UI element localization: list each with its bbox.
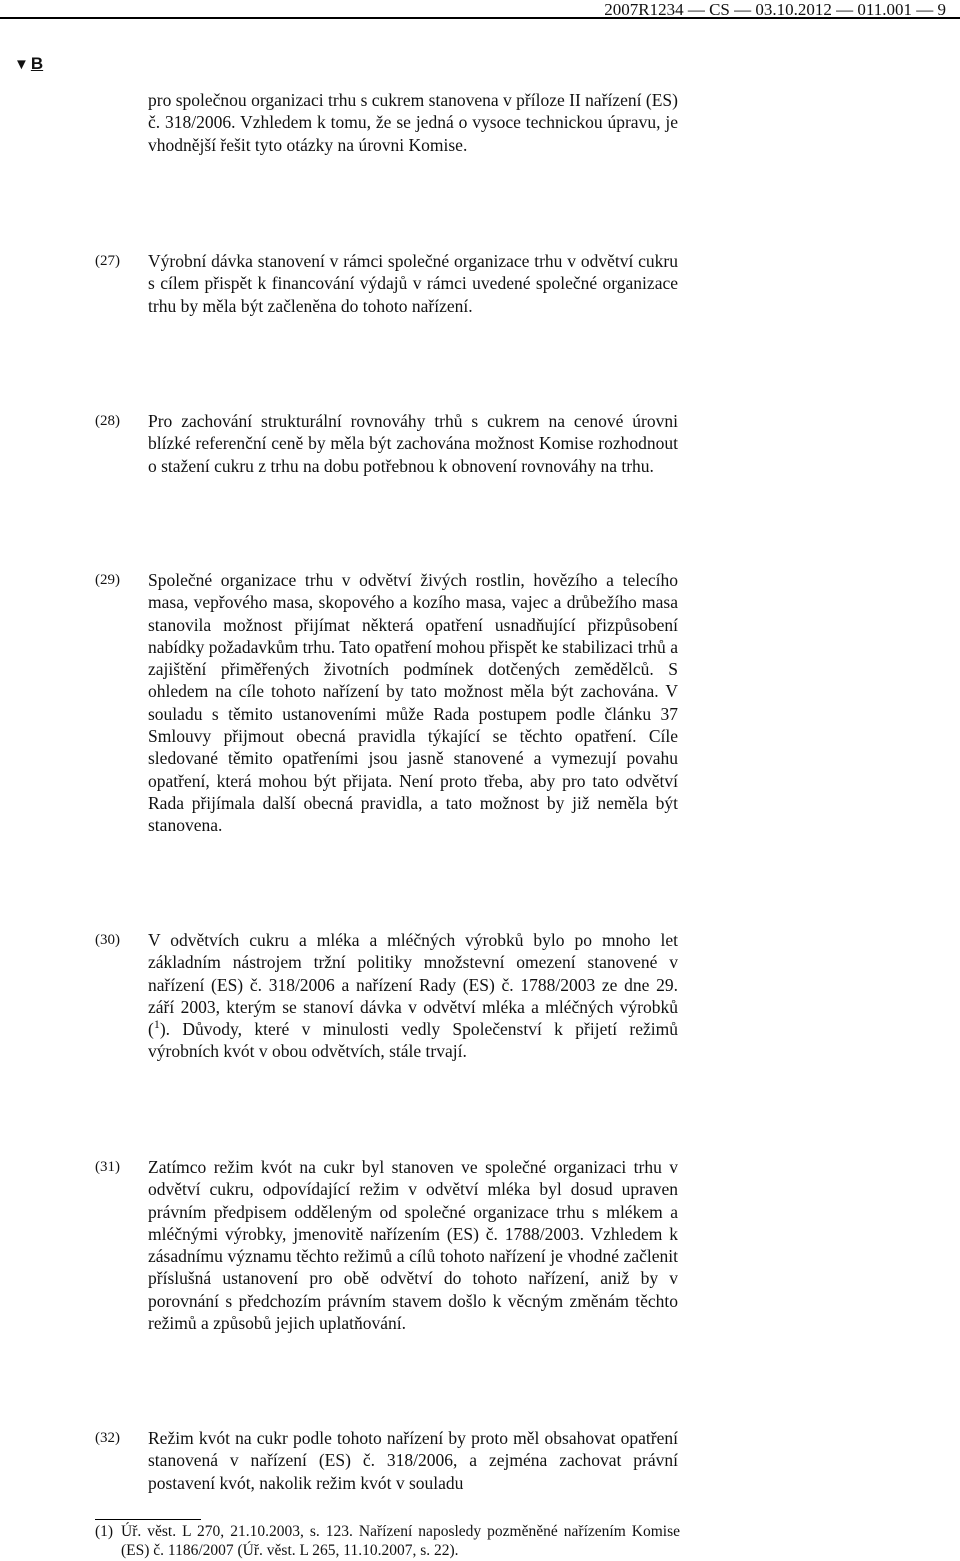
recital-number-29: (29) [95,572,120,588]
paragraph-text-part: V odvětvích cukru a mléka a mléčných výrobků bylo po mnoho let základním nástrojem tržní politiky množstevní omezení stanovené v nařízení (ES) č. 318/2006 a nařízení Rady (ES) č. 1788/2003 ze dne 29. září 2003, kterým se stanoví dávka v odvětví mléka a mléčných výrobků ( [148,930,678,1040]
paragraph-text [148,929,678,1063]
paragraph-text: Pro zachování strukturální rovnováhy trhů s cukrem na cenové úrovni blízké referenční ceně by měla být zachována možnost Komise rozhodnout o stažení cukru z trhu na dobu potřebnou k obnovení rovnováhy na trhu. [148,411,678,476]
paragraph-continuation [148,89,678,156]
amendment-marker [14,54,43,75]
footnote [95,1522,680,1560]
recital-number-27: (27) [95,253,120,269]
footnote-reference[interactable]: 1 [153,1017,160,1032]
header-rule [0,17,960,19]
recital-29 [148,569,678,837]
triangle-down-icon: ▼ [14,56,29,73]
footnote-separator [95,1519,201,1520]
recital-28 [148,410,678,477]
document-reference: 2007R1234 — CS — 03.10.2012 — 011.001 — 9 [604,0,946,19]
recital-32 [148,1427,678,1494]
marker-letter[interactable]: B [30,54,44,73]
paragraph-text: Režim kvót na cukr podle tohoto nařízení by proto měl obsahovat opatření stanovená v nařízení (ES) č. 318/2006, a zejména zachovat právní postavení kvót, nakolik režim kvót v souladu [148,1428,678,1493]
paragraph-text: pro společnou organizaci trhu s cukrem stanovena v příloze II nařízení (ES) č. 318/2006. Vzhledem k tomu, že se jedná o vysoce technickou úpravu, je vhodnější řešit tyto otázky na úrovni Komise. [148,90,678,155]
page-header [0,0,960,20]
recital-27 [148,250,678,317]
recital-31 [148,1156,678,1334]
paragraph-text-part: ). Důvody, které v minulosti vedly Společenství k přijetí režimů výrobních kvót v obou odvětvích, stále trvají. [148,1019,678,1062]
recital-number-28: (28) [95,413,120,429]
paragraph-text: Výrobní dávka stanovení v rámci společné organizace trhu v odvětví cukru s cílem přispět k financování výdajů v rámci uvedené společné organizace trhu by měla být začleněna do tohoto nařízení. [148,251,678,316]
recital-number-32: (32) [95,1430,120,1446]
footnote-text: Úř. věst. L 270, 21.10.2003, s. 123. Nařízení naposledy pozměněné nařízením Komise (ES) č. 1186/2007 (Úř. věst. L 265, 11.10.2007, s. 22). [121,1523,680,1559]
paragraph-text: Zatímco režim kvót na cukr byl stanoven ve společné organizaci trhu v odvětví cukru, odpovídající režim v odvětví mléka byl dosud upraven právním předpisem odděleným od společné organizace trhu s mlékem a mléčnými výrobky, jmenovitě nařízením (ES) č. 1788/2003. Vzhledem k zásadnímu významu těchto režimů a cílů tohoto nařízení je vhodné začlenit příslušná ustanovení pro obě odvětví do tohoto nařízení, aniž by v porovnání s předchozím právním stavem došlo k věcným změnám těchto režimů a způsobů jejich uplatňování. [148,1157,678,1334]
footnote-label: (1) [95,1523,114,1540]
paragraph-text: Společné organizace trhu v odvětví živých rostlin, hovězího a telecího masa, vepřového masa, skopového a kozího masa, vajec a drůbežího masa stanovila možnost přijímat některá opatření usnadňující přizpůsobení nabídky požadavkům trhu. Tato opatření mohou přispět ke stabilizaci trhů a zajištění přiměřených životních podmínek dotčených zemědělců. S ohledem na cíle tohoto nařízení by tato možnost měla být zachována. V souladu s těmito ustanoveními může Rada postupem podle článku 37 Smlouvy přijmout obecná pravidla týkající se těchto opatření. Cíle sledované těmito opatřeními jsou jasně stanovené a vymezují povahu opatření, která mohou být přijata. Není proto třeba, aby pro tato odvětví Rada přijímala další obecná pravidla, a tato možnost by již neměla být stanovena. [148,570,678,836]
recital-30 [148,929,678,1063]
recital-number-30: (30) [95,932,120,948]
recital-number-31: (31) [95,1159,120,1175]
